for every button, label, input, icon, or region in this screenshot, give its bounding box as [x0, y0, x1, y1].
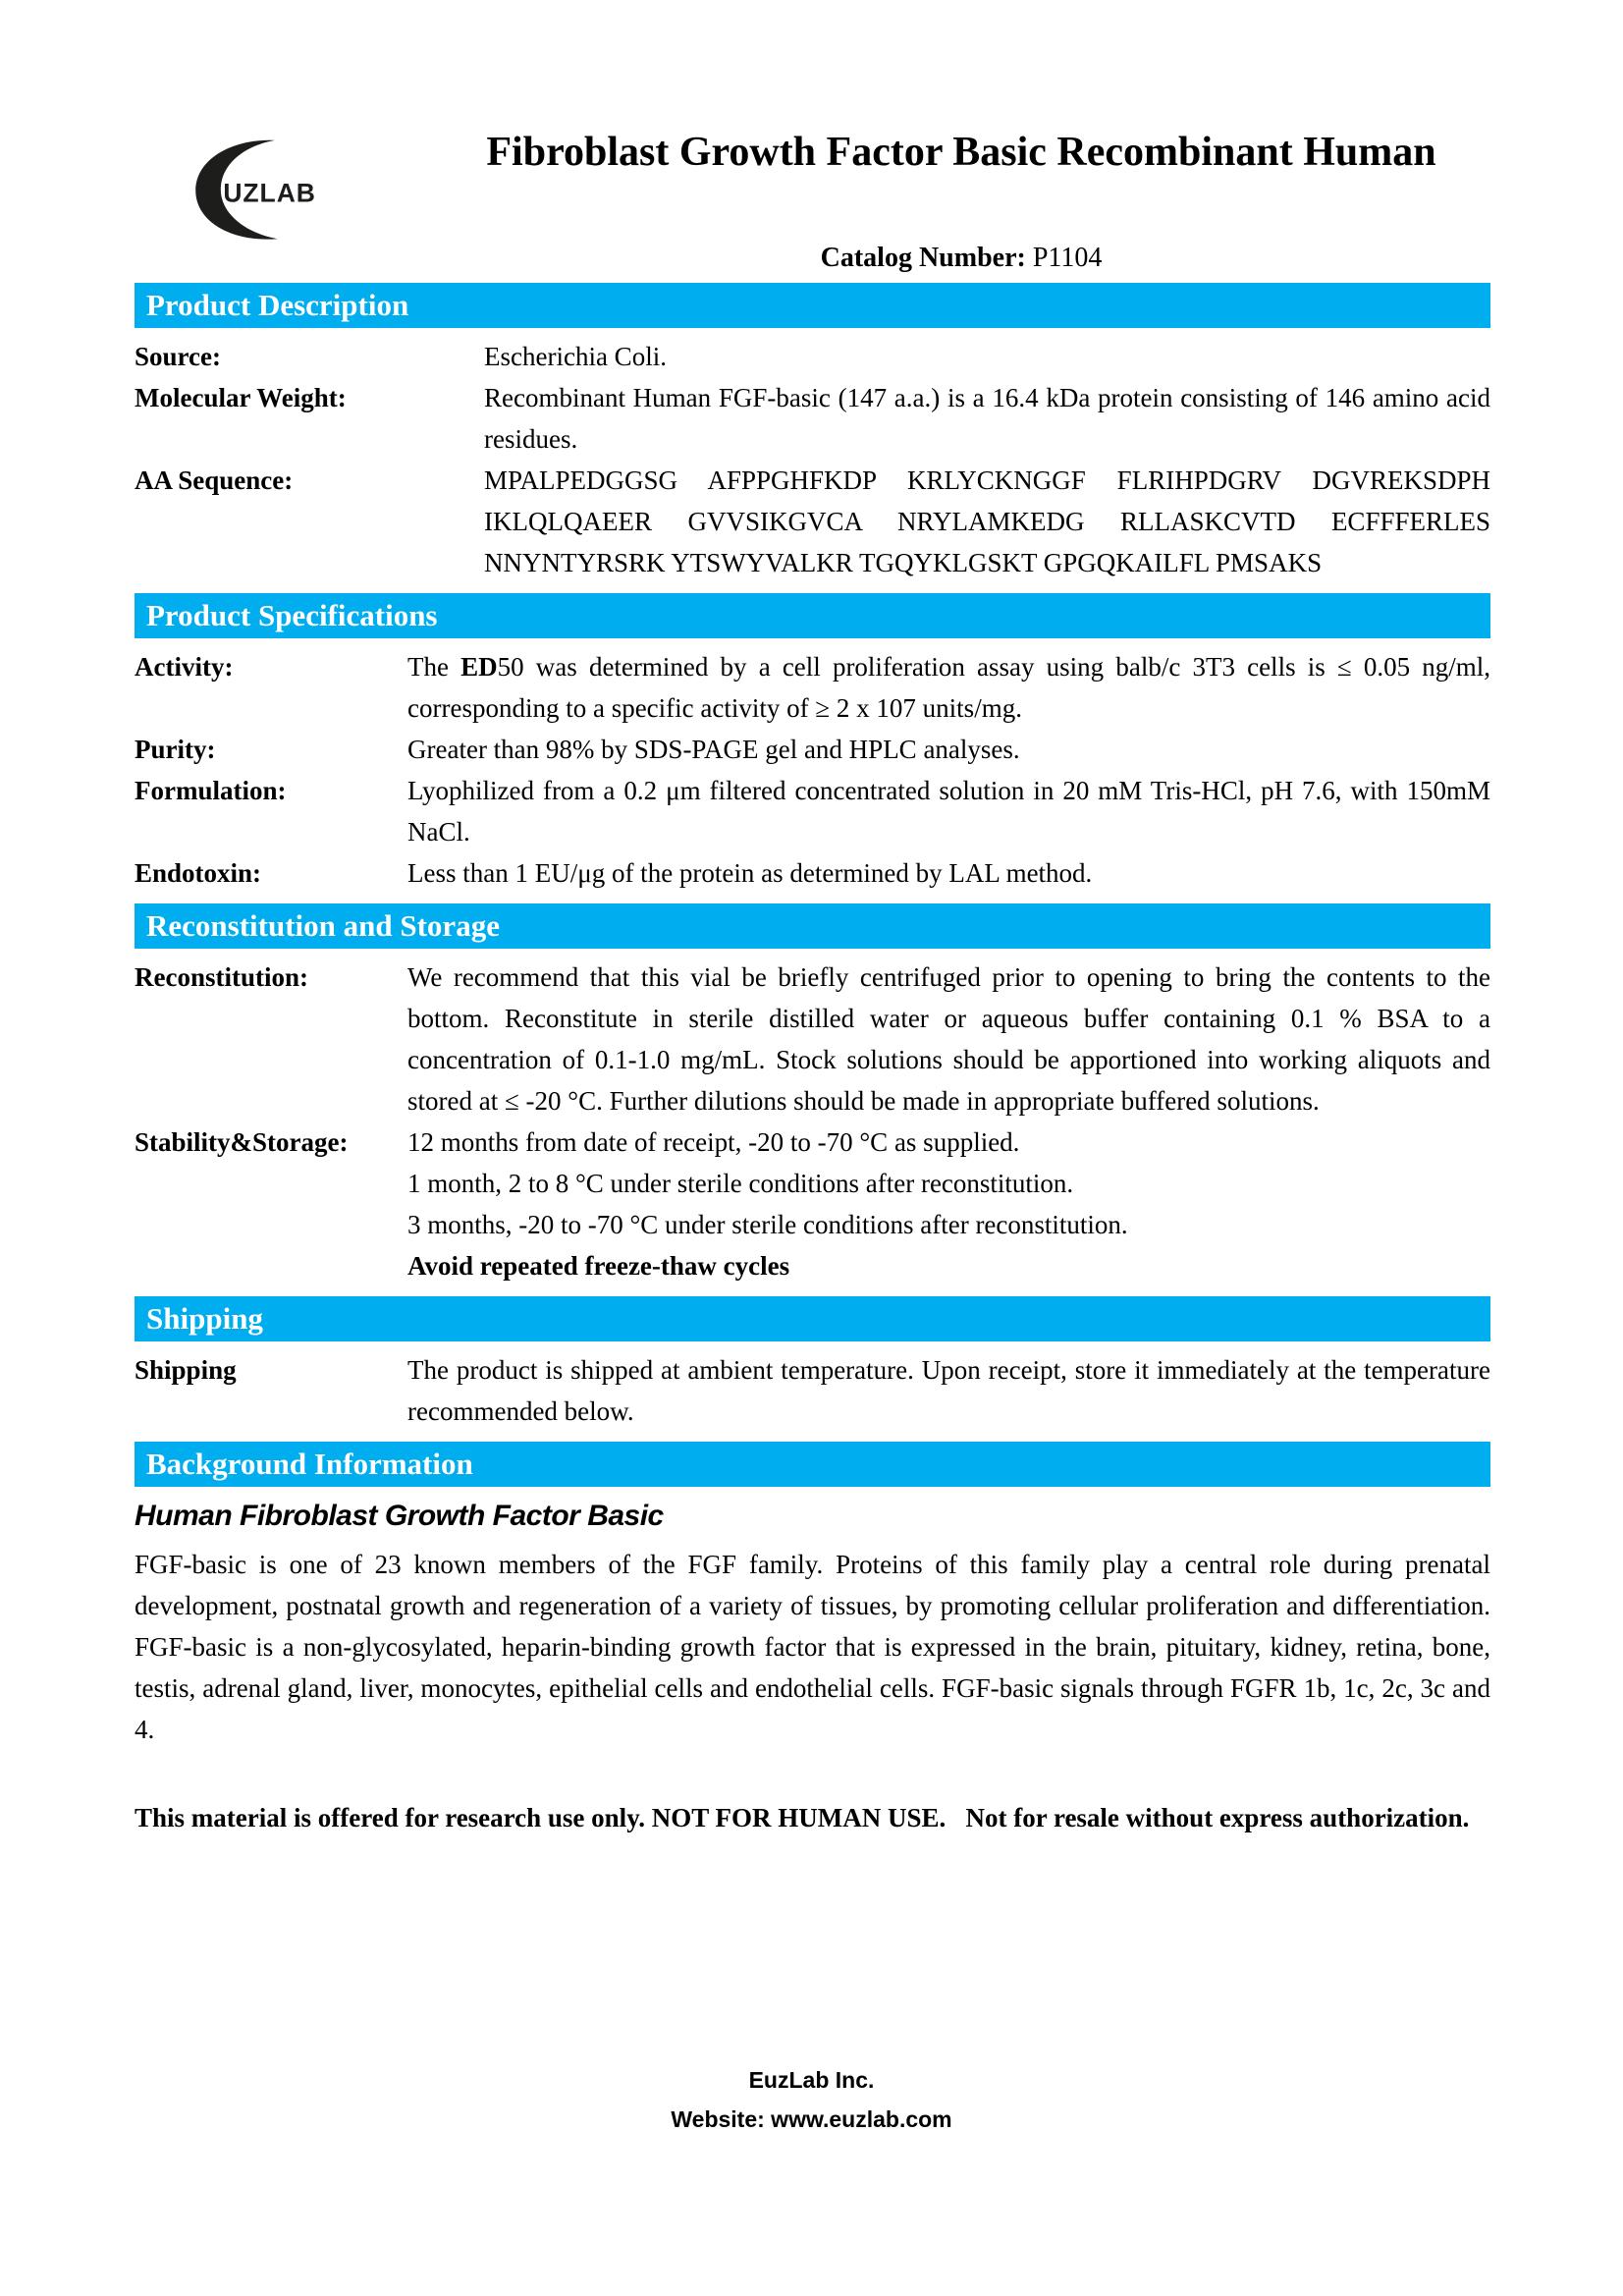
row-label: Endotoxin: — [135, 858, 262, 888]
page-footer — [0, 2060, 1623, 2139]
row-label: Reconstitution: — [135, 962, 308, 992]
activity-text-prefix: The — [407, 652, 461, 682]
row-stability-storage — [135, 1121, 1490, 1286]
section-header-product-description: Product Description — [135, 283, 1490, 328]
research-use-disclaimer: This material is offered for research use only. NOT FOR HUMAN USE. Not for resale without express authorization. — [135, 1803, 1470, 1832]
product-description-rows — [135, 334, 1490, 585]
row-label: Activity: — [135, 652, 234, 682]
row-value: Recombinant Human FGF-basic (147 a.a.) is a 16.4 kDa protein consisting of 146 amino acid residues. — [484, 383, 1490, 454]
row-label: Purity: — [135, 735, 216, 764]
row-reconstitution — [135, 957, 1490, 1121]
row-label: Molecular Weight: — [135, 383, 347, 412]
row-value: MPALPEDGGSG AFPPGHFKDP KRLYCKNGGF FLRIHPDGRV DGVREKSDPH IKLQLQAEER GVVSIKGVCA NRYLAMKEDG RLLASKCVTD ECFFFERLES NNYNTYRSRK YTSWYVALKR TGQYKLGSKT GPGQKAILFL PMSAKS — [484, 465, 1490, 577]
row-value: Greater than 98% by SDS-PAGE gel and HPLC analyses. — [407, 735, 1020, 764]
row-label: Shipping — [135, 1355, 237, 1385]
crescent-logo-icon — [183, 136, 322, 246]
logo-text: EUZLAB — [204, 178, 316, 208]
row-value: Less than 1 EU/μg of the protein as determined by LAL method. — [407, 858, 1093, 888]
activity-text-bold: ED — [460, 652, 498, 682]
stability-line-2: 1 month, 2 to 8 °C under sterile conditions after reconstitution. — [407, 1169, 1074, 1198]
row-molecular-weight — [135, 377, 1490, 460]
row-value: Escherichia Coli. — [484, 342, 667, 371]
background-heading: Human Fibroblast Growth Factor Basic — [135, 1500, 664, 1532]
row-aa-sequence — [135, 460, 1490, 583]
page-title: Fibroblast Growth Factor Basic Recombinant Human — [486, 130, 1436, 175]
row-shipping — [135, 1349, 1490, 1432]
section-header-shipping: Shipping — [135, 1296, 1490, 1341]
row-formulation — [135, 770, 1490, 852]
section-header-background-information: Background Information — [135, 1442, 1490, 1487]
activity-text-rest: 50 was determined by a cell proliferation assay using balb/c 3T3 cells is ≤ 0.05 ng/ml, corresponding to a specific activity of ≥ 2 x 107 units/mg. — [407, 652, 1491, 723]
row-value — [407, 1121, 1490, 1286]
row-value: We recommend that this vial be briefly centrifuged prior to opening to bring the contents to the bottom. Reconstitute in sterile distilled water or aqueous buffer containing 0.1 % BSA to a concentration of 0.1-1.0 mg/mL. Stock solutions should be apportioned into working aliquots and stored at ≤ -20 °C. Further dilutions should be made in appropriate buffered solutions. — [407, 962, 1490, 1116]
footer-website: Website: www.euzlab.com — [671, 2106, 952, 2132]
row-label: Source: — [135, 342, 221, 371]
title-block — [432, 128, 1490, 279]
row-label: AA Sequence: — [135, 465, 294, 495]
catalog-number-label: Catalog Number: — [820, 243, 1026, 273]
footer-company: EuzLab Inc. — [748, 2067, 875, 2093]
row-value — [407, 646, 1490, 729]
background-paragraph: FGF-basic is one of 23 known members of the FGF family. Proteins of this family play a central role during prenatal development, postnatal growth and regeneration of a variety of tissues, by promoting cellular proliferation and differentiation. FGF-basic is a non-glycosylated, heparin-binding growth factor that is expressed in the brain, pituitary, kidney, retina, bone, testis, adrenal gland, liver, monocytes, epithelial cells and endothelial cells. FGF-basic signals through FGFR 1b, 1c, 2c, 3c and 4. — [135, 1550, 1490, 1744]
reconstitution-storage-rows — [135, 955, 1490, 1288]
row-purity — [135, 729, 1490, 770]
company-logo — [183, 136, 322, 246]
catalog-number-line — [432, 238, 1490, 279]
page-header — [0, 0, 1623, 275]
row-value: The product is shipped at ambient temperature. Upon receipt, store it immediately at the temperature recommended below. — [407, 1355, 1490, 1426]
row-activity — [135, 646, 1490, 729]
row-value: Lyophilized from a 0.2 μm filtered concentrated solution in 20 mM Tris-HCl, pH 7.6, with 150mM NaCl. — [407, 776, 1490, 847]
product-specifications-rows — [135, 644, 1490, 896]
section-header-reconstitution-storage: Reconstitution and Storage — [135, 903, 1490, 949]
catalog-number-value: P1104 — [1032, 243, 1103, 273]
page-content — [135, 283, 1490, 1838]
shipping-rows — [135, 1347, 1490, 1434]
row-endotoxin — [135, 852, 1490, 894]
stability-line-3: 3 months, -20 to -70 °C under sterile conditions after reconstitution. — [407, 1210, 1128, 1239]
row-source — [135, 336, 1490, 377]
row-label: Formulation: — [135, 776, 287, 805]
stability-line-1: 12 months from date of receipt, -20 to -70 °C as supplied. — [407, 1127, 1020, 1157]
freeze-thaw-warning: Avoid repeated freeze-thaw cycles — [407, 1251, 790, 1281]
row-label: Stability&Storage: — [135, 1127, 349, 1157]
section-header-product-specifications: Product Specifications — [135, 593, 1490, 638]
